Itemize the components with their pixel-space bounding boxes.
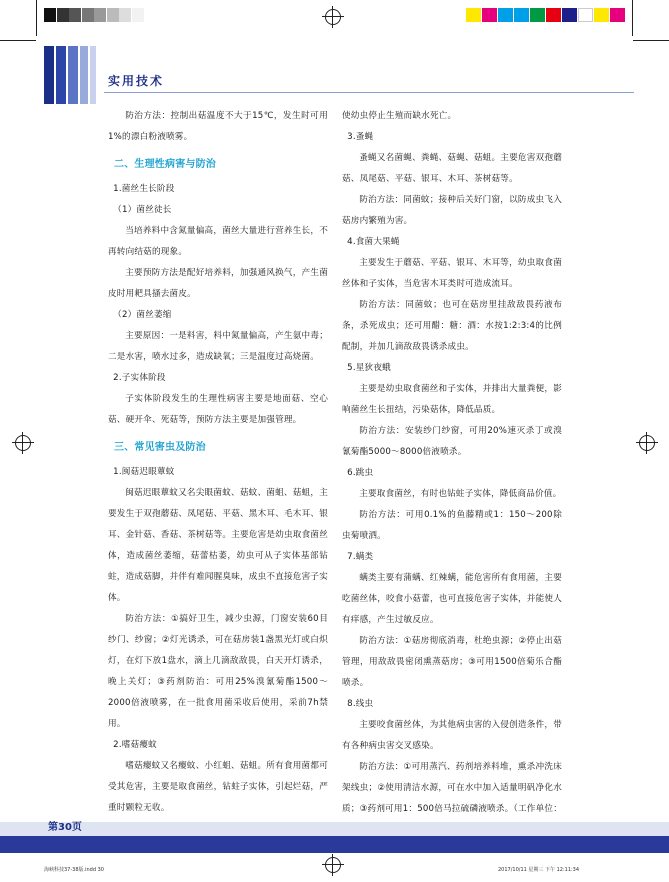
- color-swatch-bar: [466, 8, 626, 22]
- color-swatch: [466, 8, 481, 22]
- paragraph: 主要是幼虫取食菌丝和子实体，并排出大量粪便，影响菌丝生长扭结，污染菇体，降低品质。: [342, 384, 562, 415]
- color-swatch: [514, 8, 529, 22]
- paragraph: 防治方法：同菌蚊；也可在菇房里挂敌敌畏药液布条，杀死成虫；还可用醋：糖：酒：水按1:2:3:4的比例配制，并加几滴敌敌畏诱杀成虫。: [342, 300, 562, 352]
- subsection-heading: 4.食菌大果蝇: [347, 237, 400, 247]
- paragraph: 主要预防方法是配好培养料，加强通风换气，产生菌皮时用耙具搔去菌皮。: [108, 268, 328, 299]
- file-info-left: 海峡科技37-38版.indd 30: [44, 867, 104, 873]
- section-heading: 三、常见害虫及防治: [114, 442, 206, 453]
- paragraph: 防治方法：控制出菇温度不大于15℃，发生时可用1%的漂白粉液喷雾。: [108, 111, 328, 142]
- gray-swatch-bar: [44, 8, 144, 22]
- color-swatch: [594, 8, 609, 22]
- crop-mark: [36, 0, 37, 36]
- subsection-heading: 5.星狄夜蛾: [347, 363, 391, 373]
- paragraph: 主要原因：一是料害，料中氮量偏高，产生氨中毒；二是水害，喷水过多，造成缺氧；三是温度过高烧菌。: [108, 331, 328, 362]
- page-number: 第30页: [48, 822, 82, 833]
- color-swatch: [610, 8, 625, 22]
- footer-band-light: [0, 822, 669, 836]
- subsection-heading: 1.闽菇迟眼蕈蚊: [113, 467, 175, 477]
- subsection-heading: 2.嗜菇瘿蚊: [113, 740, 157, 750]
- color-swatch: [482, 8, 497, 22]
- file-info-right: 2017/10/11 星期三 下午 12:11:34: [498, 867, 580, 873]
- gray-swatch: [107, 8, 119, 22]
- gray-swatch: [119, 8, 131, 22]
- gray-swatch: [57, 8, 69, 22]
- paragraph: 主要取食菌丝，有时也钻蛀子实体，降低商品价值。: [359, 489, 562, 499]
- registration-mark-left: [12, 432, 34, 454]
- color-swatch: [546, 8, 561, 22]
- left-column: [108, 106, 328, 840]
- paragraph: 防治方法：①菇房彻底消毒，杜绝虫源；②停止出菇管理，用敌敌畏密闭熏蒸菇房；③可用1500倍菊乐合酯喷杀。: [342, 636, 562, 688]
- crop-mark: [632, 0, 633, 36]
- paragraph: 嗜菇瘿蚊又名瘿蚊、小红蛆、菇蛆。所有食用菌都可受其危害，主要是取食菌丝，钻蛀子实体，引起烂菇，严重时颗粒无收。: [108, 761, 328, 813]
- subsection-heading: 3.蚤蝇: [347, 132, 374, 142]
- paragraph: 子实体阶段发生的生理性病害主要是地面菇、空心菇、硬开伞、死菇等，预防方法主要是加强管理。: [108, 394, 328, 425]
- minor-heading: （2）菌丝萎缩: [113, 310, 172, 320]
- paragraph: 主要发生于蘑菇、平菇、银耳、木耳等，幼虫取食菌丝体和子实体，当危害木耳类时可造成流耳。: [342, 258, 562, 289]
- registration-mark-top-center: [322, 6, 344, 28]
- subsection-heading: 1.菌丝生长阶段: [113, 184, 175, 194]
- paragraph: 闽菇迟眼蕈蚊又名尖眼菌蚊、菇蚊、菌蛆、菇蛆，主要发生于双孢蘑菇、凤尾菇、平菇、黑木耳、毛木耳、银耳、金针菇、香菇、茶树菇等。主要危害是幼虫取食菌丝体，造成菌丝萎缩，菇蕾枯萎，幼虫可从子实体基部钻蛀，造成菇脚，并伴有难闻腥臭味，成虫不直接危害子实体。: [108, 488, 328, 603]
- footer-band: [0, 836, 669, 853]
- paragraph: 防治方法：可用0.1%的鱼藤精或1：150～200除虫菊喷洒。: [342, 510, 562, 541]
- paragraph: 防治方法：安装纱门纱窗，可用20%速灭杀丁或溴氰菊酯5000～8000倍液喷杀。: [342, 426, 562, 457]
- registration-mark-bottom-center: [322, 854, 344, 876]
- paragraph: 使幼虫停止生殖而缺水死亡。: [342, 111, 457, 121]
- color-swatch: [578, 8, 593, 22]
- section-label: 实用技术: [108, 74, 165, 88]
- paragraph: 当培养料中含氮量偏高，菌丝大量进行营养生长，不再转向结菇的现象。: [108, 226, 328, 257]
- subsection-heading: 7.螨类: [347, 552, 374, 562]
- paragraph: 防治方法：①搞好卫生，减少虫源，门窗安装60目纱门、纱窗；②灯光诱杀，可在菇房装1盏黑光灯或白炽灯，在灯下放1盘水，滴上几滴敌敌畏，白天开灯诱杀，晚上关灯；③药剂防治：可用25%溴氰菊酯1500～2000倍液喷雾，在一批食用菌采收后使用，采前7h禁用。: [108, 614, 328, 729]
- crop-mark: [633, 40, 669, 41]
- subsection-heading: 2.子实体阶段: [113, 373, 166, 383]
- minor-heading: （1）菌丝徒长: [113, 205, 172, 215]
- header-rule: [104, 92, 634, 93]
- gray-swatch: [94, 8, 106, 22]
- color-swatch: [498, 8, 513, 22]
- gray-swatch: [132, 8, 144, 22]
- subsection-heading: 6.跳虫: [347, 468, 374, 478]
- paragraph: 螨类主要有蒲螨、红辣螨，能危害所有食用菌，主要吃菌丝体，咬食小菇蕾，也可直接危害子实体，并能使人有痒感，产生过敏反应。: [342, 573, 562, 625]
- paragraph: 主要咬食菌丝体，为其他病虫害的入侵创造条件，带有各种病虫害交叉感染。: [342, 720, 562, 751]
- right-column: [342, 106, 562, 841]
- paragraph: 蚤蝇又名菌蝇、粪蝇、菇蝇、菇蛆。主要危害双孢蘑菇、凤尾菇、平菇、银耳、木耳、茶树菇等。: [342, 153, 562, 184]
- gray-swatch: [69, 8, 81, 22]
- section-heading: 二、生理性病害与防治: [114, 159, 216, 170]
- color-swatch: [530, 8, 545, 22]
- color-swatch: [562, 8, 577, 22]
- paragraph: 防治方法：①可用蒸汽、药剂培养料堆，熏杀冲洗床架线虫；②使用清洁水源，可在水中加入适量明矾净化水质；③药剂可用1：500倍马拉硫磷液喷杀。（工作单位：: [342, 762, 562, 814]
- paragraph: 防治方法：同菌蚊；接种后关好门窗，以防成虫飞入菇房内繁殖为害。: [342, 195, 562, 226]
- subsection-heading: 8.线虫: [347, 699, 374, 709]
- header-stripes: [44, 46, 104, 104]
- crop-mark: [0, 40, 36, 41]
- gray-swatch: [82, 8, 94, 22]
- registration-mark-right: [636, 432, 658, 454]
- gray-swatch: [44, 8, 56, 22]
